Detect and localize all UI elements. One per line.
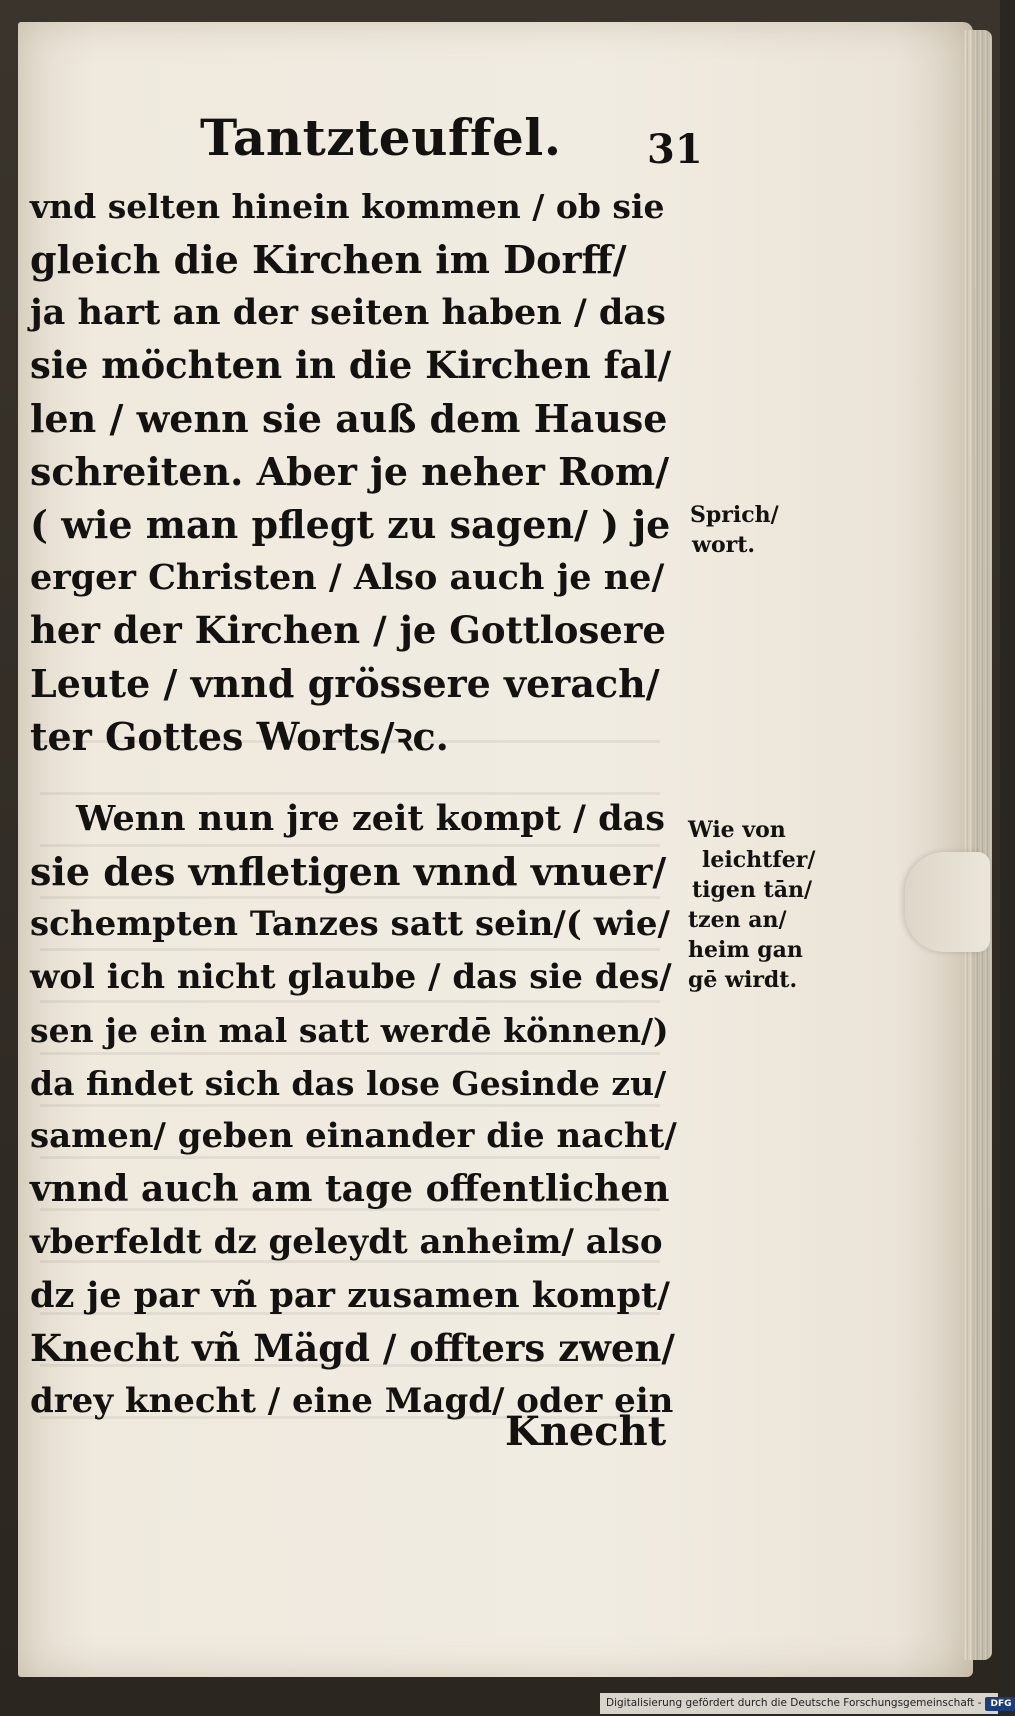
- text-line: len / wenn sie auß dem Hause: [30, 396, 668, 441]
- text-line: wol ich nicht glaube / das sie des/: [30, 957, 672, 997]
- text-line: vnnd auch am tage offentlichen: [30, 1168, 670, 1210]
- running-title: Tantzteuffel.: [200, 108, 562, 167]
- marginal-note-line: tzen an/: [688, 907, 787, 933]
- digitization-footer: [600, 1693, 1012, 1714]
- text-line: schreiten. Aber je neher Rom/: [30, 449, 670, 494]
- text-line: ter Gottes Worts/ꝛc.: [30, 714, 449, 759]
- marginal-note-line: Sprich/: [690, 502, 779, 528]
- text-line: samen/ geben einander die nacht/: [30, 1116, 677, 1156]
- marginal-note-line: Wie von: [688, 817, 786, 843]
- text-line: Knecht vñ Mägd / offters zwen/: [30, 1326, 675, 1370]
- marginal-note-line: gē wirdt.: [688, 967, 798, 993]
- text-line: sie möchten in die Kirchen fal/: [30, 343, 672, 387]
- page-marker-tab: [905, 852, 990, 952]
- text-line: ( wie man pflegt zu sagen/ ) je: [30, 502, 671, 547]
- text-line: vnd selten hinein kommen / ob sie: [30, 187, 665, 226]
- text-line: dz je par vñ par zusamen kompt/: [30, 1275, 670, 1316]
- footer-credit: Digitalisierung gefördert durch die Deutsche Forschungsgemeinschaft -: [606, 1697, 982, 1709]
- text-line: ja hart an der seiten haben / das: [30, 292, 666, 333]
- marginal-note-1: [690, 500, 779, 560]
- text-line: schempten Tanzes satt sein/( wie/: [30, 904, 670, 944]
- paragraph-1: [30, 180, 680, 763]
- marginal-note-line: wort.: [692, 532, 756, 558]
- dfg-logo: DFG: [985, 1697, 1015, 1711]
- text-line: gleich die Kirchen im Dorff/: [30, 237, 627, 282]
- text-line: Wenn nun jre zeit kompt / das: [76, 798, 665, 839]
- text-line: da findet sich das lose Gesinde zu/: [30, 1064, 667, 1103]
- text-line: erger Christen / Also auch je ne/: [30, 557, 665, 598]
- text-line: Leute / vnnd grössere verach/: [30, 661, 660, 706]
- text-line: sie des vnfletigen vnnd vnuer/: [30, 849, 667, 894]
- page-number: 31: [647, 126, 703, 173]
- text-line: drey knecht / eine Magd/ oder ein: [30, 1381, 674, 1421]
- page-header: [40, 108, 703, 178]
- catchword: Knecht: [505, 1408, 667, 1455]
- marginal-note-2: [688, 815, 815, 995]
- marginal-note-line: heim gan: [688, 937, 803, 963]
- text-line: her der Kirchen / je Gottlosere: [30, 608, 666, 652]
- marginal-note-line: tigen tān/: [692, 877, 813, 903]
- text-line: sen je ein mal satt werdē können/): [30, 1011, 669, 1050]
- text-line: vberfeldt dz geleydt anheim/ also: [30, 1222, 663, 1262]
- page-edges: [964, 30, 992, 1660]
- paragraph-2: [30, 792, 680, 1428]
- marginal-note-line: leichtfer/: [702, 847, 816, 873]
